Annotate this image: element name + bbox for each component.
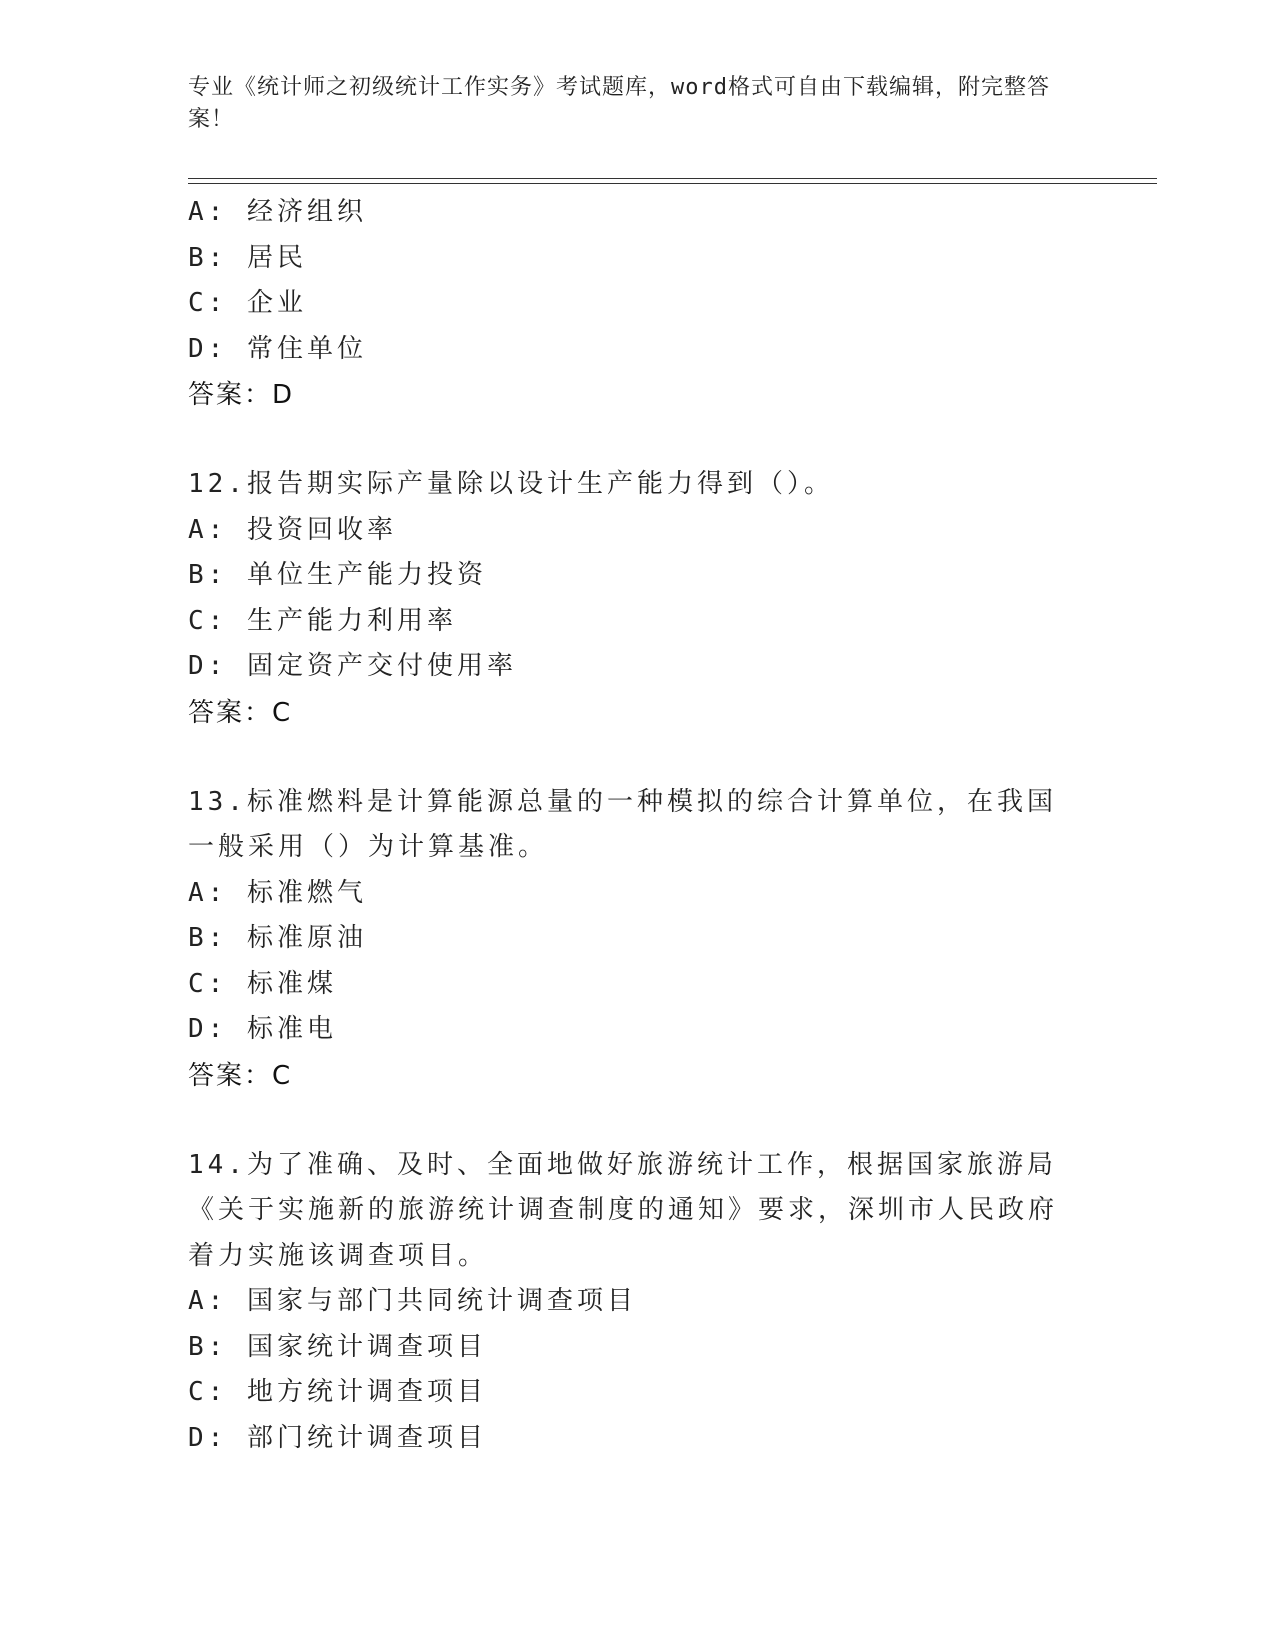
answer-line: 答案：C	[188, 1060, 293, 1091]
option-c: C: 地方统计调查项目	[188, 1377, 487, 1407]
question-list	[188, 190, 1088, 1461]
option-d: D: 标准电	[188, 1014, 337, 1044]
question-stem: 14.为了准确、及时、全面地做好旅游统计工作，根据国家旅游局《关于实施新的旅游统计调查制度的通知》要求，深圳市人民政府着力实施该调查项目。	[188, 1149, 1059, 1271]
header-divider-bottom	[188, 183, 1157, 184]
option-c: C: 生产能力利用率	[188, 605, 457, 636]
question-12	[188, 462, 1088, 736]
answer-line: 答案：C	[188, 697, 293, 728]
option-d: D: 常住单位	[188, 333, 367, 364]
question-11-continued	[188, 190, 1088, 418]
document-header: 专业《统计师之初级统计工作实务》考试题库，word格式可自由下载编辑，附完整答案！	[188, 75, 1050, 132]
option-b: B: 标准原油	[188, 923, 367, 953]
option-b: B: 国家统计调查项目	[188, 1331, 487, 1362]
question-stem: 13.标准燃料是计算能源总量的一种模拟的综合计算单位，在我国一般采用（）为计算基准。	[188, 786, 1057, 862]
question-spacer	[188, 736, 1088, 780]
option-b: B: 居民	[188, 242, 307, 273]
option-a: A: 国家与部门共同统计调查项目	[188, 1286, 637, 1316]
question-stem: 12.报告期实际产量除以设计生产能力得到（）。	[188, 469, 834, 499]
option-d: D: 部门统计调查项目	[188, 1422, 487, 1453]
question-spacer	[188, 418, 1088, 462]
header-divider-top	[188, 178, 1157, 179]
option-a: A: 经济组织	[188, 197, 367, 227]
option-c: C: 企业	[188, 288, 307, 318]
option-d: D: 固定资产交付使用率	[188, 651, 517, 681]
option-a: A: 标准燃气	[188, 877, 367, 908]
answer-line: 答案：D	[188, 380, 295, 410]
option-b: B: 单位生产能力投资	[188, 560, 487, 590]
question-14	[188, 1143, 1088, 1462]
option-c: C: 标准煤	[188, 968, 337, 999]
question-spacer	[188, 1099, 1088, 1143]
question-13	[188, 780, 1088, 1099]
option-a: A: 投资回收率	[188, 514, 397, 545]
